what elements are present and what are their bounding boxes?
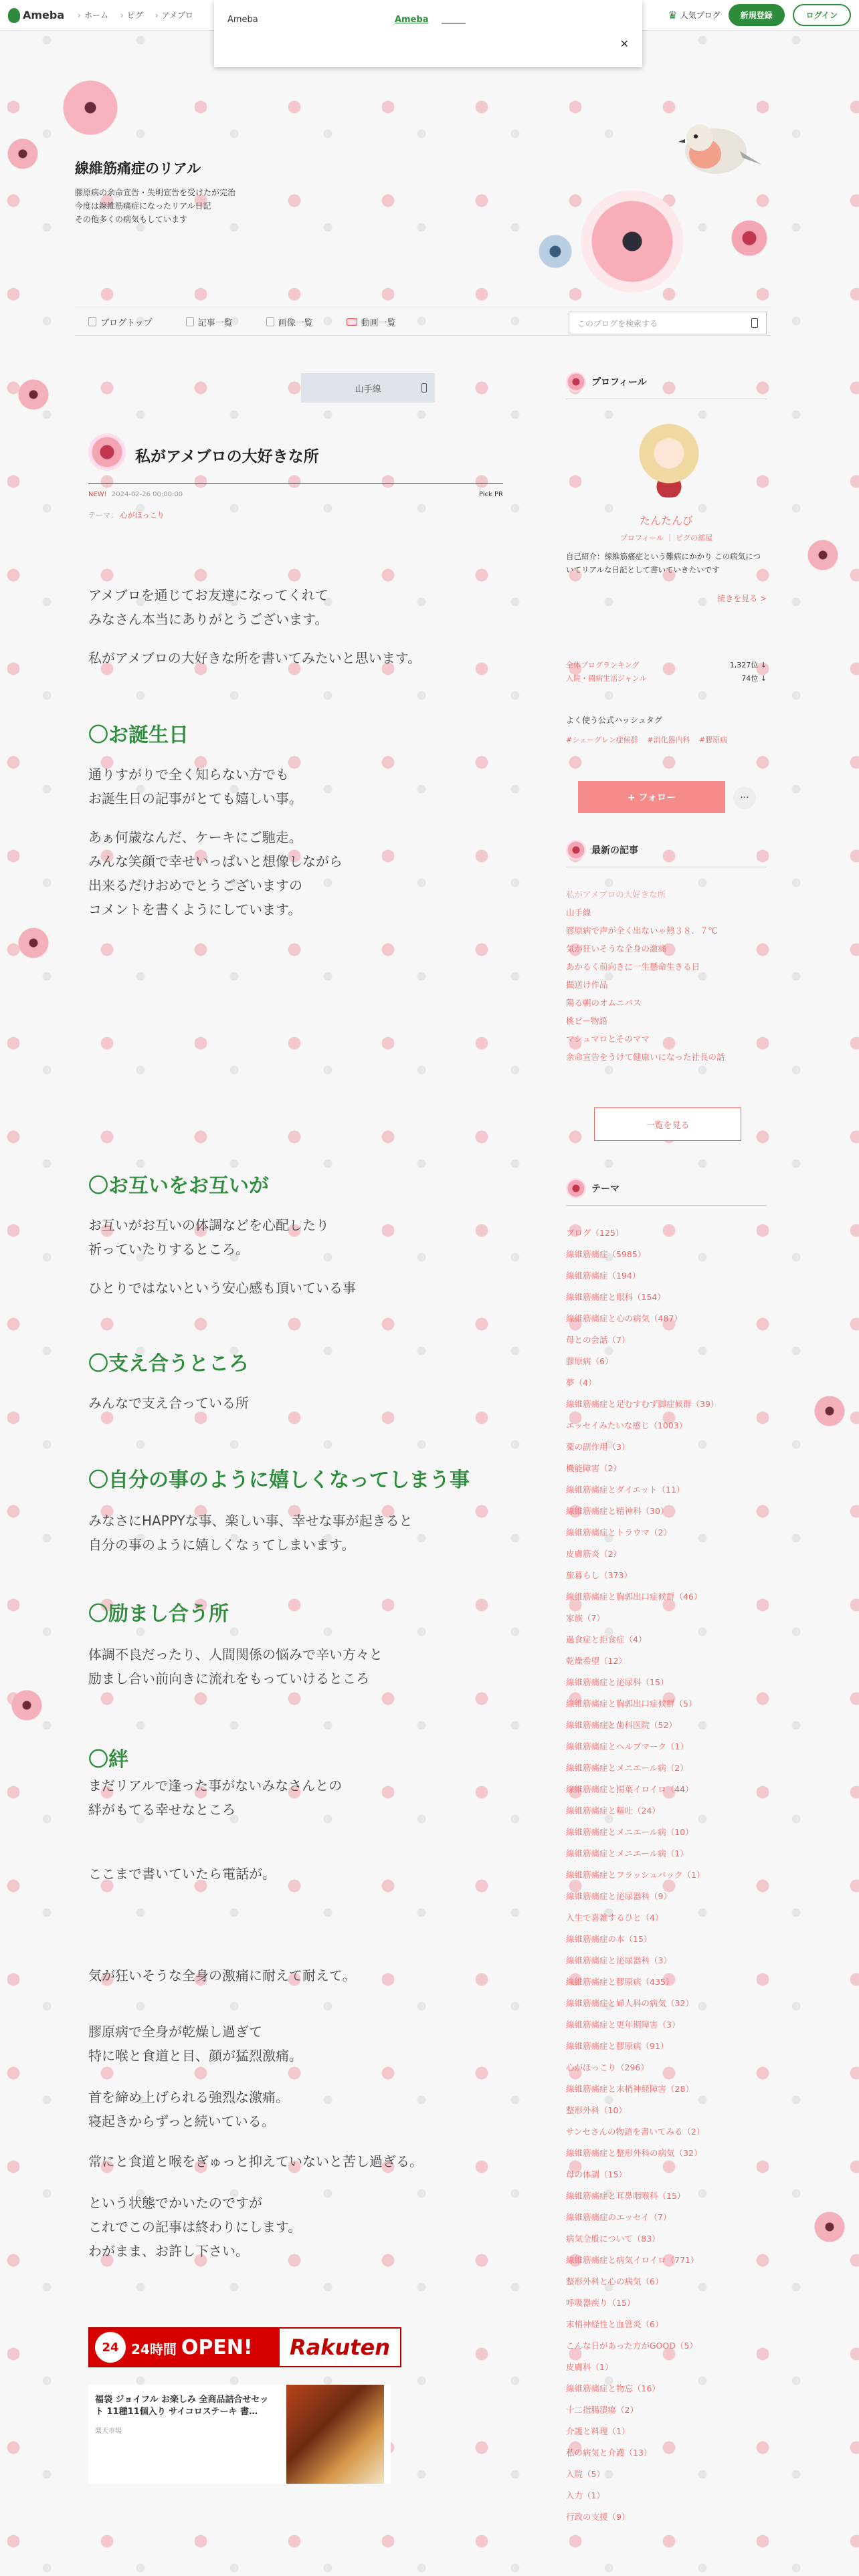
- article-paragraph: みなさにHAPPYな事、楽しい事、幸せな事が起きると 自分の事のように嬉しくなぅてしまいます。: [88, 1513, 413, 1553]
- ad-open-text: [131, 2336, 253, 2359]
- ad-product-image: [286, 2385, 384, 2484]
- login-button[interactable]: ログイン: [793, 4, 851, 26]
- article-paragraph: 首を締め上げられる強烈な激痛。 寝起きからずっと続いている。: [88, 2089, 289, 2129]
- theme-item[interactable]: 線維筋痛症とダイエット（11）: [566, 1485, 685, 1495]
- ad-product-title: 福袋 ジョイフル お楽しみ 全商品詰合せセット 11種11個入り サイコロステーキ 書…: [95, 2395, 269, 2417]
- theme-item[interactable]: 線維筋痛症とヘルプマーク（1）: [566, 1741, 688, 1751]
- recent-item[interactable]: 撮送け作品: [566, 980, 608, 990]
- theme-item[interactable]: 整形外科（10）: [566, 2105, 627, 2115]
- article-theme: [88, 510, 165, 520]
- follow-button[interactable]: + フォロー: [578, 781, 725, 813]
- theme-item[interactable]: 入生で喜雑するひと（4）: [566, 1913, 664, 1923]
- theme-item[interactable]: 線維筋痛症の本（15）: [566, 1934, 652, 1944]
- ranking-genre-label: 入院・闘病生活ジャンル: [566, 674, 647, 683]
- recent-heading: [566, 840, 767, 867]
- theme-item[interactable]: 行政の支援（9）: [566, 2512, 630, 2522]
- theme-item[interactable]: 機能障害（2）: [566, 1463, 622, 1473]
- theme-item[interactable]: 線維筋痛症と婦人科の病気（32）: [566, 1998, 694, 2008]
- theme-item[interactable]: 線維筋痛症と胸郭出口症候群（5）: [566, 1699, 697, 1709]
- theme-link[interactable]: 心がほっこり: [120, 511, 165, 520]
- flower-decoration: [535, 231, 575, 272]
- theme-item[interactable]: 旅暮らし（373）: [566, 1570, 632, 1580]
- overlay-title: Ameba: [227, 15, 258, 25]
- article-paragraph: まだリアルで逢った事がないみなさんとの 絆がもてる幸せなところ: [88, 1778, 343, 1818]
- flower-icon: [566, 1178, 586, 1198]
- ad-open-prefix: 24時間: [131, 2341, 177, 2357]
- theme-list: [566, 1222, 767, 2528]
- theme-heading-label: テーマ: [591, 1184, 619, 1194]
- popular-blog-label: 人気ブログ: [680, 11, 721, 20]
- overlay-underline: [442, 23, 466, 24]
- theme-item[interactable]: 整形外科と心の病気（6）: [566, 2276, 664, 2286]
- rakuten-ad-banner[interactable]: [88, 2327, 401, 2367]
- theme-item[interactable]: 乾燥希望（12）: [566, 1656, 627, 1666]
- hashtag-link[interactable]: #消化器内科: [647, 736, 690, 744]
- global-header-actions: [668, 4, 851, 26]
- recent-item[interactable]: 桃ビー物語: [566, 1016, 608, 1026]
- new-badge: NEW!: [88, 491, 107, 498]
- ranking-overall[interactable]: [566, 659, 767, 670]
- flower-decoration: [809, 2207, 850, 2247]
- theme-item[interactable]: 線維筋痛症と泌尿器科（9）: [566, 1891, 672, 1901]
- flower-decoration: [729, 218, 769, 258]
- theme-item[interactable]: 過食症と拒食症（4）: [566, 1634, 647, 1644]
- prev-article-label: 山手線: [355, 384, 381, 395]
- theme-item[interactable]: 線維筋痛症とフラッシュバック（1）: [566, 1870, 705, 1880]
- pigg-room-link[interactable]: ピグの部屋: [675, 534, 712, 542]
- article-paragraph: 常にと食道と喉をぎゅっと抑えていないと苦し過ぎる。: [88, 2153, 423, 2169]
- flower-icon: [566, 840, 586, 860]
- hashtag-link[interactable]: #シェーグレン症候群: [566, 736, 638, 744]
- title-divider: [88, 483, 503, 484]
- article-paragraph: あぁ何歳なんだ、ケーキにご馳走。 みんな笑顔で幸せいっぱいと想像しながら 出来るだけおめでとうございますの コメントを書くようにしています。: [88, 829, 343, 918]
- theme-item[interactable]: 介護と料理（1）: [566, 2426, 630, 2436]
- theme-heading: [566, 1178, 767, 1206]
- recent-item[interactable]: 陽る朝のオムニバス: [566, 998, 642, 1008]
- hashtag-heading: よく使う公式ハッシュタグ: [566, 716, 662, 725]
- ranking-overall-value: 1,327位 ↓: [729, 661, 767, 669]
- section-heading: 〇支え合うところ: [88, 1352, 249, 1376]
- logo-text: Ameba: [23, 9, 65, 21]
- article-paragraph: お互いがお互いの体調などを心配したり 祈っていたりするところ。: [88, 1217, 329, 1257]
- theme-item[interactable]: 線維筋痛症と物忘（16）: [566, 2383, 660, 2393]
- profile-more-link[interactable]: 続きを見る >: [717, 594, 767, 603]
- nav-blog-top-label: ブログトップ: [100, 318, 153, 328]
- flower-decoration: [575, 185, 689, 298]
- search-placeholder: このブログを検索する: [577, 318, 658, 328]
- theme-item[interactable]: 線維筋痛症（194）: [566, 1271, 641, 1281]
- theme-item[interactable]: エッセイみたいな感じ（1003）: [566, 1420, 688, 1430]
- section-heading: 〇お誕生日: [88, 724, 189, 747]
- article-meta: [88, 491, 503, 498]
- image-icon: [266, 317, 274, 326]
- theme-item[interactable]: こんな日があった方がGOOD（5）: [566, 2341, 698, 2351]
- ad-24-badge: 24: [95, 2332, 126, 2363]
- profile-heading-label: プロフィール: [591, 377, 647, 388]
- flower-decoration: [13, 923, 54, 963]
- global-nav: [78, 9, 193, 21]
- close-icon[interactable]: ✕: [619, 37, 629, 50]
- ranking-genre[interactable]: [566, 673, 767, 683]
- theme-item[interactable]: 線維筋痛症と泌尿器科（3）: [566, 1955, 672, 1965]
- ameba-logo[interactable]: [8, 8, 64, 23]
- theme-item[interactable]: 線維筋痛症と胸郭出口症候群（46）: [566, 1592, 702, 1602]
- article-paragraph: 体調不良だったり、人間関係の悩みで辛い方々と 励まし合い前向きに流れをもっていけるところ: [88, 1646, 383, 1687]
- nav-images-label: 画像一覧: [278, 318, 313, 328]
- article-paragraph: 私がアメブロの大好きな所を書いてみたいと思います。: [88, 650, 421, 666]
- article-paragraph: という状態でかいたのですが これでこの記事は終わりにします。 わがまま、お許し下さい。: [88, 2195, 302, 2259]
- theme-item[interactable]: 母の体調（15）: [566, 2169, 627, 2179]
- ad-product-source: 楽天市場: [95, 2428, 122, 2435]
- theme-item[interactable]: 線維筋痛症とメニエール病（1）: [566, 1848, 688, 1858]
- register-button[interactable]: 新規登録: [729, 4, 785, 26]
- recent-item[interactable]: あかるく前向きに一生懸命生きる日: [566, 962, 700, 972]
- theme-item[interactable]: 線維筋痛症と嘔吐（24）: [566, 1806, 660, 1816]
- theme-item[interactable]: 十二指腸潰瘍（2）: [566, 2405, 638, 2415]
- hashtag-list: [566, 734, 767, 745]
- flower-icon: [88, 433, 126, 471]
- ad-product-card[interactable]: [88, 2385, 391, 2484]
- theme-item[interactable]: 末梢神経性と血管炎（6）: [566, 2319, 664, 2329]
- recent-item[interactable]: 山手線: [566, 907, 591, 918]
- theme-item[interactable]: 線維筋痛症とトラウマ（2）: [566, 1527, 672, 1537]
- nav-blog-top[interactable]: [88, 316, 166, 328]
- more-options-button[interactable]: ···: [733, 786, 756, 809]
- theme-item[interactable]: 心がほっこり（296）: [566, 2062, 649, 2072]
- flower-icon: [566, 372, 586, 392]
- hashtag-link[interactable]: #膠原病: [698, 736, 728, 744]
- recent-item[interactable]: 膠原病で声が全く出ないゃ熱３８．７℃: [566, 926, 718, 936]
- section-heading: 〇絆: [88, 1748, 128, 1772]
- flower-decoration: [54, 71, 127, 144]
- nav-videos-label: 動画一覧: [361, 318, 396, 328]
- article-paragraph: 気が狂いそうな全身の激痛に耐えて耐えて。: [88, 1967, 356, 1983]
- theme-item[interactable]: 線維筋痛症とメニエール病（2）: [566, 1763, 688, 1773]
- article-date: 2024-02-26 00:00:00: [111, 491, 183, 498]
- profile-description: 自己紹介：線維筋痛症という難病にかかり この病気についてリアルな日記として書いていきたいです: [566, 552, 761, 574]
- crown-icon: ♛: [668, 9, 678, 21]
- rakuten-logo: Rakuten: [289, 2335, 391, 2360]
- theme-item[interactable]: 薬の副作用（3）: [566, 1442, 630, 1452]
- theme-item[interactable]: 病気全般について（83）: [566, 2234, 660, 2244]
- section-heading: 〇お互いをお互いが: [88, 1174, 269, 1198]
- recent-list: [566, 885, 767, 1066]
- theme-item[interactable]: 夢（4）: [566, 1378, 597, 1388]
- blog-title[interactable]: 線維筋痛症のリアル: [75, 160, 201, 177]
- search-icon[interactable]: [751, 318, 758, 328]
- theme-item[interactable]: 皮膚科（1）: [566, 2362, 613, 2372]
- popular-blog-link[interactable]: [668, 9, 720, 21]
- theme-item[interactable]: 家族（7）: [566, 1613, 605, 1623]
- home-icon: [88, 317, 96, 326]
- theme-item[interactable]: 母との会話（7）: [566, 1335, 630, 1345]
- theme-item[interactable]: 線維筋痛症と泌尿科（15）: [566, 1677, 669, 1687]
- profile-heading: [566, 372, 767, 399]
- theme-item[interactable]: 線維筋痛症と膠原病（91）: [566, 2041, 669, 2051]
- view-all-button[interactable]: 一覧を見る: [594, 1107, 741, 1141]
- blog-description: 膠原病の余命宣告・失明宣告を受けたが完治 今度は線維筋痛症になったリアル日記 その他多くの病気もしています: [75, 188, 236, 224]
- recent-item[interactable]: 気が狂いそうな全身の激痛: [566, 944, 667, 954]
- theme-item[interactable]: 入院（5）: [566, 2469, 605, 2479]
- ranking-genre-value: 74位 ↓: [741, 674, 767, 683]
- profile-name[interactable]: たんたんび: [639, 514, 693, 527]
- section-heading: 〇自分の事のように嬉しくなってしまう事: [88, 1469, 470, 1492]
- theme-item[interactable]: ブログ（125）: [566, 1228, 624, 1238]
- recent-item[interactable]: 余命宣告をうけて健康いになった社長の話: [566, 1052, 725, 1062]
- article-paragraph: ここまで書いていたら電話が。: [88, 1866, 276, 1882]
- theme-item[interactable]: 呼吸器疾り（15）: [566, 2298, 636, 2308]
- flower-decoration: [7, 1685, 47, 1725]
- prev-article-button[interactable]: [301, 373, 435, 403]
- article-title[interactable]: 私がアメブロの大好きな所: [135, 448, 319, 465]
- ad-banner-left: [90, 2329, 280, 2366]
- theme-item[interactable]: 線維筋痛症と歯科医院（52）: [566, 1720, 677, 1730]
- ranking-overall-label: 全体ブログランキング: [566, 661, 640, 669]
- video-icon: [347, 318, 357, 326]
- global-nav-pigg[interactable]: › ピグ: [120, 9, 143, 21]
- theme-item[interactable]: 線維筋痛症と末梢神経障害（28）: [566, 2084, 694, 2094]
- recent-item[interactable]: マシュマロとそのママ: [566, 1034, 650, 1044]
- section-heading: 〇励まし合う所: [88, 1602, 229, 1626]
- nav-images[interactable]: [266, 316, 326, 328]
- profile-link-separator: ｜: [666, 534, 676, 542]
- pick-pr-button[interactable]: Pick PR: [478, 491, 503, 498]
- theme-item[interactable]: 線維筋痛症と揚葉イロイロ（44）: [566, 1784, 694, 1794]
- theme-item[interactable]: 線維筋痛症と耳鼻咽喉科（15）: [566, 2191, 686, 2201]
- article-paragraph: 通りすがりで全く知らない方でも お誕生日の記事がとても嬉しい事。: [88, 766, 302, 807]
- nav-videos[interactable]: [347, 316, 409, 328]
- ameba-logo-icon: [8, 8, 20, 23]
- global-nav-ameblo[interactable]: › アメブロ: [155, 9, 193, 21]
- blog-search-input[interactable]: [569, 312, 767, 334]
- theme-item[interactable]: 線維筋痛症と精神科（30）: [566, 1506, 669, 1516]
- theme-item[interactable]: 私の病気と介護（13）: [566, 2448, 652, 2458]
- theme-label: テーマ：: [88, 511, 118, 520]
- flower-decoration: [803, 535, 843, 575]
- bird-illustration: [676, 111, 763, 185]
- nav-articles-label: 記事一覧: [197, 318, 233, 328]
- theme-item[interactable]: 線維筋痛症とメニエール病（10）: [566, 1827, 694, 1837]
- theme-item[interactable]: 線維筋痛症のエッセイ（7）: [566, 2212, 672, 2222]
- theme-item[interactable]: 線維筋痛症と整形外科の病気（32）: [566, 2148, 702, 2158]
- theme-item[interactable]: 入力（1）: [566, 2490, 605, 2500]
- theme-item[interactable]: 線維筋痛症と膠原病（435）: [566, 1977, 674, 1987]
- nav-articles[interactable]: [186, 316, 246, 328]
- flower-decoration: [13, 374, 54, 415]
- flower-decoration: [809, 1391, 850, 1431]
- avatar[interactable]: [636, 424, 702, 498]
- theme-item[interactable]: 膠原病（6）: [566, 1356, 613, 1366]
- profile-links: [566, 532, 767, 543]
- overlay-popup: [214, 0, 642, 67]
- ad-open-main: OPEN!: [181, 2335, 253, 2359]
- document-icon: [186, 317, 194, 326]
- profile-link[interactable]: プロフィール: [620, 534, 664, 542]
- theme-item[interactable]: 線維筋痛症と心の病気（487）: [566, 1313, 682, 1323]
- theme-item[interactable]: 線維筋痛症と眼科（154）: [566, 1292, 666, 1302]
- article-paragraph: ひとりではないという安心感も頂いている事: [88, 1280, 356, 1296]
- blog-header: [0, 31, 859, 298]
- theme-item[interactable]: 線維筋痛症と病気イロイロ（771）: [566, 2255, 699, 2265]
- recent-item[interactable]: 私がアメブロの大好きな所: [566, 889, 666, 899]
- recent-heading-label: 最新の記事: [591, 845, 638, 856]
- article-paragraph: アメブロを通じてお友達になってくれて みなさん本当にありがとうございます。: [88, 587, 328, 627]
- theme-item[interactable]: サンセさんの物語を書いてみる（2）: [566, 2127, 705, 2137]
- overlay-link[interactable]: Ameba: [395, 15, 429, 25]
- global-nav-home[interactable]: › ホーム: [78, 9, 108, 21]
- chevron-right-icon: [421, 383, 427, 393]
- theme-item[interactable]: 皮膚筋炎（2）: [566, 1549, 622, 1559]
- article-paragraph: みんなで支え合っている所: [88, 1395, 249, 1411]
- theme-item[interactable]: 線維筋痛症と足むすむず脚症候群（39）: [566, 1399, 719, 1409]
- article-paragraph: 膠原病で全身が乾燥し過ぎて 特に喉と食道と目、顔が猛烈激痛。: [88, 2024, 302, 2064]
- theme-item[interactable]: 線維筋痛症と更年期障害（3）: [566, 2020, 680, 2030]
- theme-item[interactable]: 線維筋痛症（5985）: [566, 1249, 646, 1259]
